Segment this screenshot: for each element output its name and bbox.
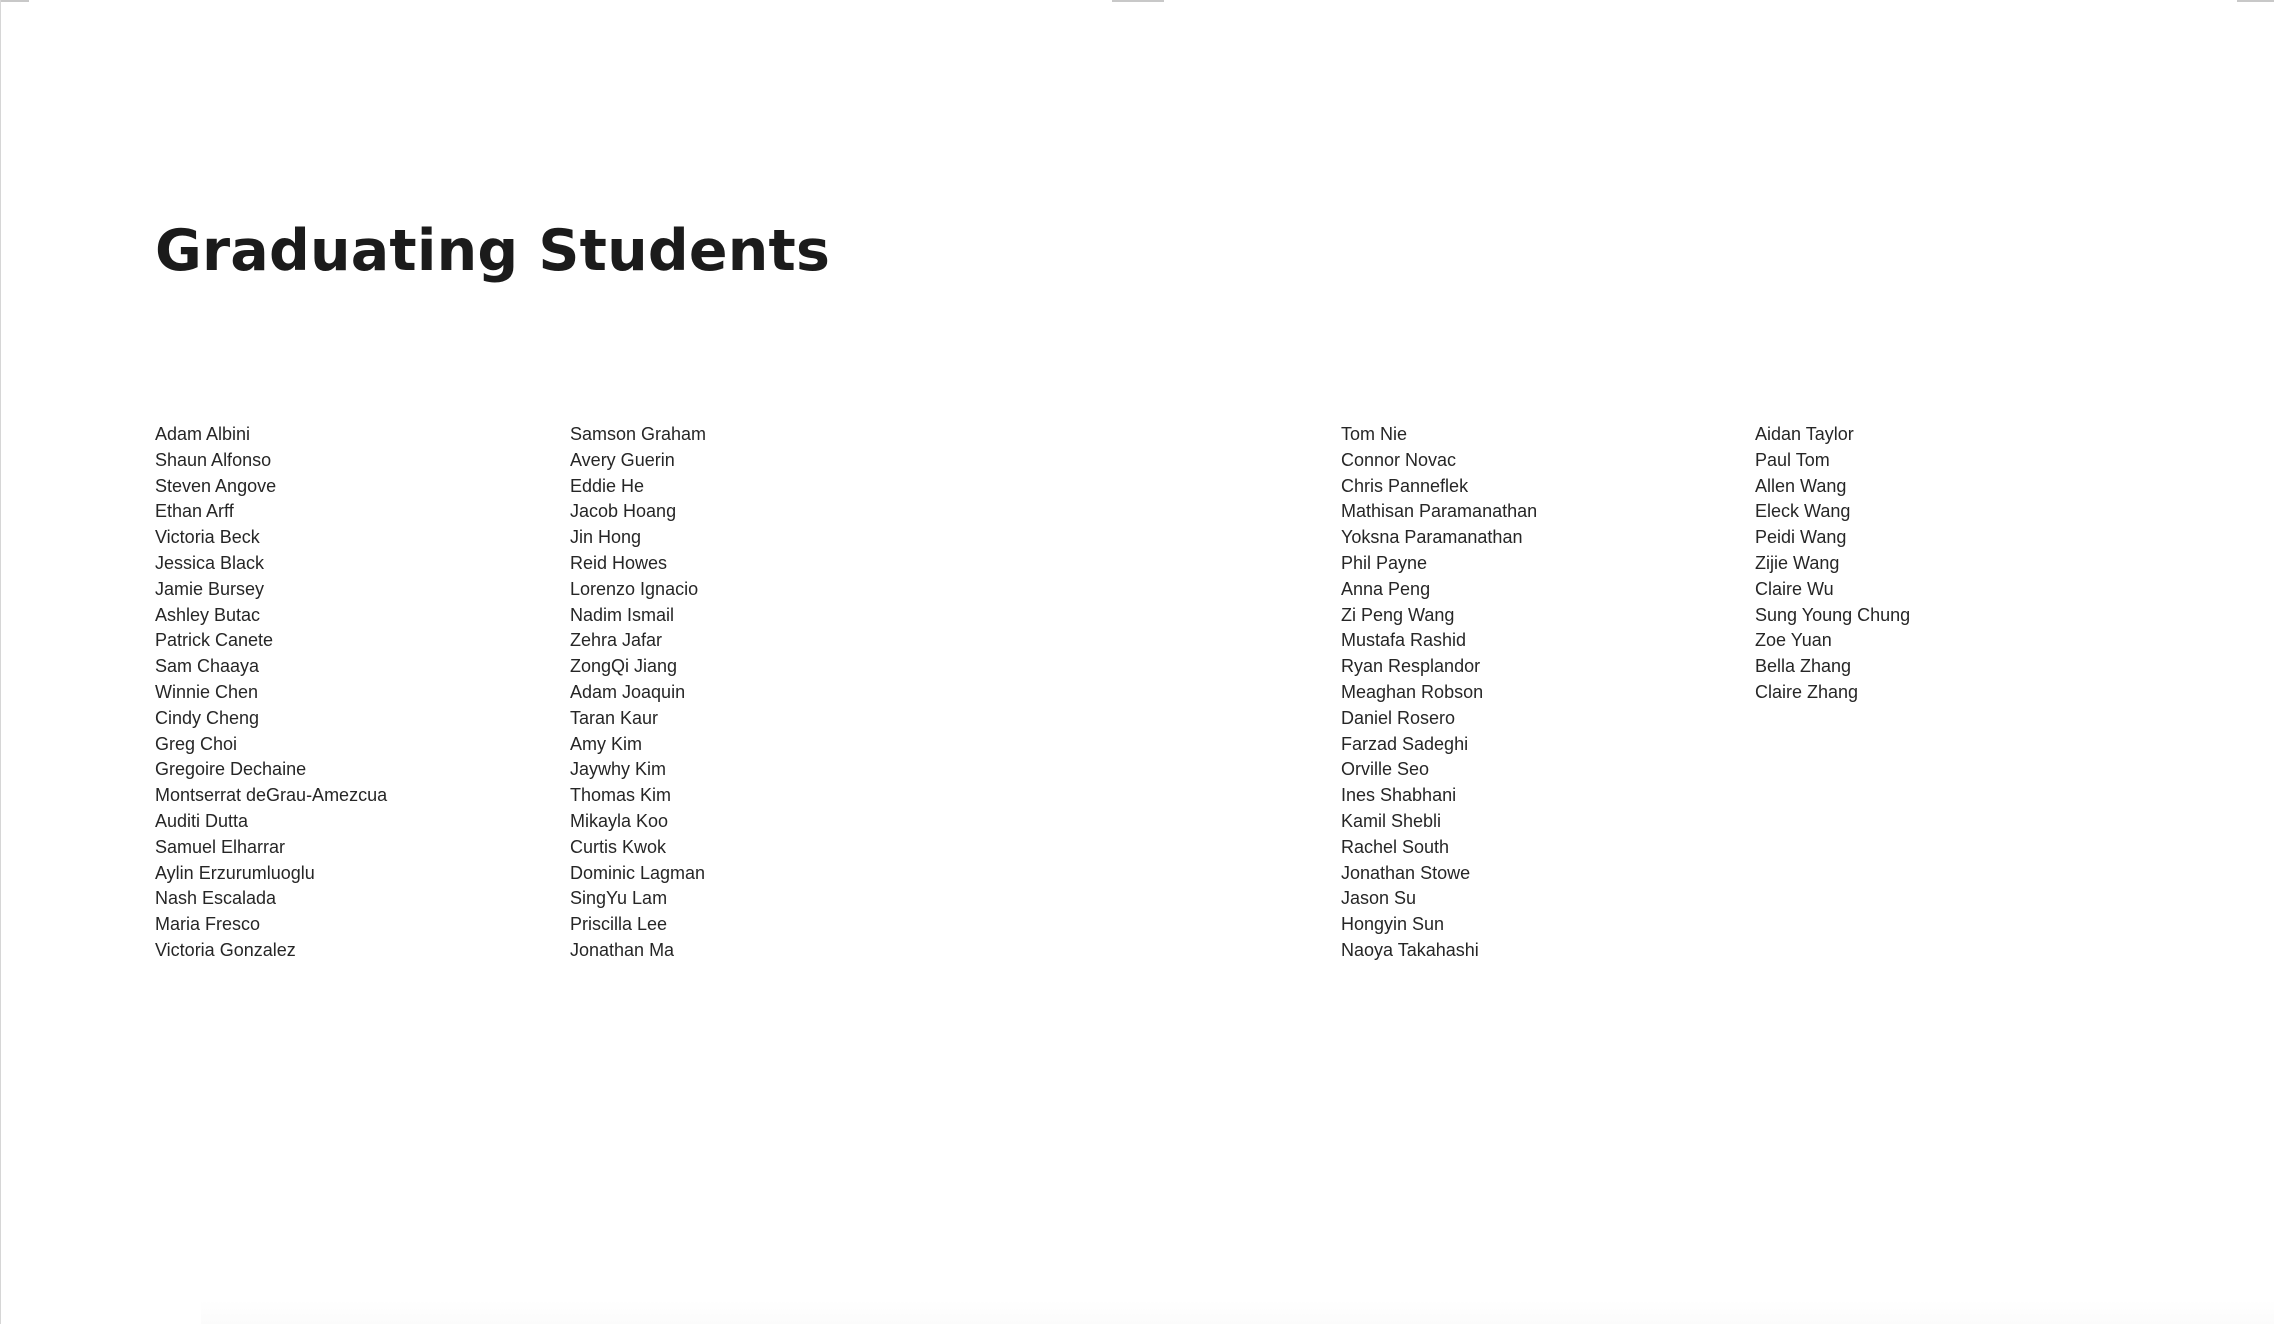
student-name: Taran Kaur — [570, 707, 659, 728]
student-name: Reid Howes — [570, 552, 668, 573]
student-name: Cindy Cheng — [155, 707, 260, 728]
student-name: Thomas Kim — [570, 785, 672, 806]
student-name: Victoria Beck — [155, 527, 260, 548]
student-name: Peidi Wang — [1755, 527, 1847, 548]
student-name: Adam Joaquin — [570, 681, 686, 702]
crop-mark-right — [2237, 0, 2274, 2]
student-name: Jonathan Stowe — [1341, 862, 1471, 883]
student-name: Adam Albini — [155, 424, 251, 444]
student-name: Ryan Resplandor — [1341, 656, 1481, 677]
student-name: Orville Seo — [1341, 759, 1430, 780]
student-name: Connor Novac — [1341, 449, 1457, 470]
student-name: Rachel South — [1341, 836, 1450, 857]
student-name: Eleck Wang — [1755, 501, 1851, 522]
student-name: Steven Angove — [155, 475, 277, 496]
student-name: Jessica Black — [155, 552, 265, 573]
student-name: Samson Graham — [570, 424, 707, 444]
student-name: Yoksna Paramanathan — [1341, 527, 1523, 548]
student-name: Aylin Erzurumluoglu — [155, 862, 315, 883]
student-name: Shaun Alfonso — [155, 449, 272, 470]
student-name: Tom Nie — [1341, 424, 1408, 444]
student-name: Jonathan Ma — [570, 939, 675, 960]
student-name: Mikayla Koo — [570, 810, 669, 831]
student-name: Dominic Lagman — [570, 862, 706, 883]
student-name: Ashley Butac — [155, 604, 261, 625]
student-name: ZongQi Jiang — [570, 656, 678, 677]
student-name: Bella Zhang — [1755, 656, 1852, 677]
student-name: Curtis Kwok — [570, 836, 667, 857]
student-name: Mustafa Rashid — [1341, 630, 1467, 651]
crop-mark-center — [1112, 0, 1164, 2]
student-name: Winnie Chen — [155, 681, 259, 702]
student-name: Mathisan Paramanathan — [1341, 501, 1538, 522]
student-name: Claire Wu — [1755, 578, 1834, 599]
student-name: Sam Chaaya — [155, 656, 260, 677]
student-name: Gregoire Dechaine — [155, 759, 307, 780]
page-title: Graduating Students — [155, 218, 831, 284]
student-name: Allen Wang — [1755, 475, 1847, 496]
student-name: Zi Peng Wang — [1341, 604, 1455, 625]
student-name: Montserrat deGrau-Amezcua — [155, 785, 388, 806]
student-name: Jacob Hoang — [570, 501, 677, 522]
student-name: Naoya Takahashi — [1341, 939, 1479, 960]
student-name: Amy Kim — [570, 733, 642, 754]
student-name: Jin Hong — [570, 527, 642, 548]
student-name: Jamie Bursey — [155, 578, 265, 599]
student-list-column-4 — [1755, 422, 1910, 706]
student-list-column-3 — [1341, 422, 1537, 964]
student-name: Jason Su — [1341, 888, 1417, 909]
student-name: Greg Choi — [155, 733, 238, 754]
student-name: Daniel Rosero — [1341, 707, 1456, 728]
student-name: Nadim Ismail — [570, 604, 675, 625]
crop-mark-left — [1, 0, 29, 2]
student-list-column-1 — [155, 422, 387, 964]
student-name: Kamil Shebli — [1341, 810, 1442, 831]
student-name: Farzad Sadeghi — [1341, 733, 1469, 754]
student-name: Chris Panneflek — [1341, 475, 1469, 496]
student-name: Avery Guerin — [570, 449, 675, 470]
student-name: Aidan Taylor — [1755, 424, 1854, 444]
student-name: Patrick Canete — [155, 630, 274, 651]
student-name: Sung Young Chung — [1755, 604, 1911, 625]
student-name: Eddie He — [570, 475, 645, 496]
student-name: Maria Fresco — [155, 914, 261, 935]
student-name: Samuel Elharrar — [155, 836, 286, 857]
student-name: Lorenzo Ignacio — [570, 578, 699, 599]
student-name: Hongyin Sun — [1341, 914, 1445, 935]
student-name: Zehra Jafar — [570, 630, 663, 651]
page-bottom-shadow — [201, 1300, 2274, 1324]
student-name: Phil Payne — [1341, 552, 1428, 573]
student-name: Meaghan Robson — [1341, 681, 1484, 702]
student-name: Zoe Yuan — [1755, 630, 1832, 651]
student-list-column-2 — [570, 422, 706, 964]
student-name: Priscilla Lee — [570, 914, 668, 935]
student-name: Ines Shabhani — [1341, 785, 1457, 806]
student-name: Victoria Gonzalez — [155, 939, 296, 960]
student-name: Claire Zhang — [1755, 681, 1859, 702]
student-name: Anna Peng — [1341, 578, 1431, 599]
student-name: SingYu Lam — [570, 888, 668, 909]
student-name: Paul Tom — [1755, 449, 1830, 470]
student-name: Ethan Arff — [155, 501, 234, 522]
student-name: Zijie Wang — [1755, 552, 1840, 573]
student-name: Nash Escalada — [155, 888, 277, 909]
student-name: Auditi Dutta — [155, 810, 249, 831]
student-name: Jaywhy Kim — [570, 759, 667, 780]
